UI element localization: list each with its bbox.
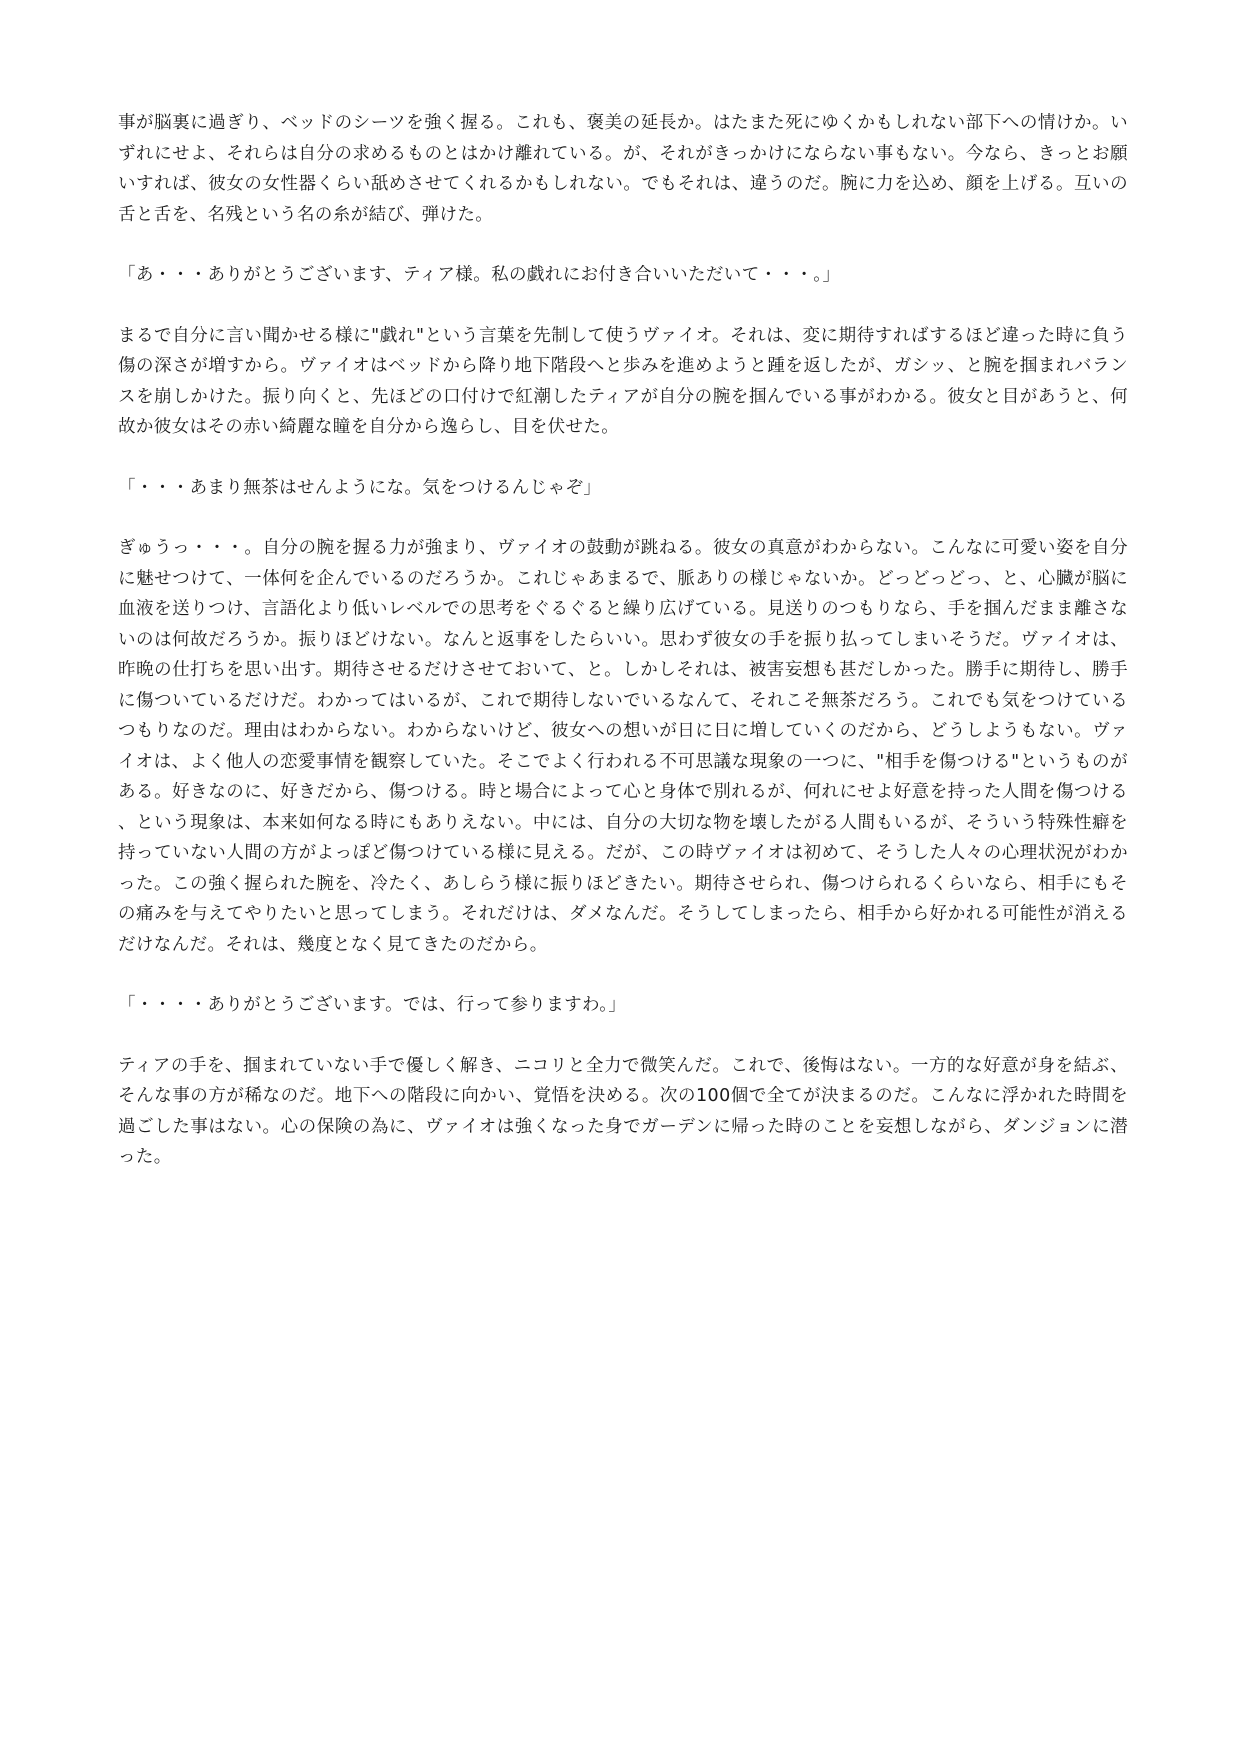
paragraph-dialog-3: 「・・・・ありがとうございます。では、行って参りますわ。」 <box>118 995 627 1015</box>
paragraph-narration-3: ぎゅうっ・・・。自分の腕を握る力が強まり、ヴァイオの鼓動が跳ねる。彼女の真意がわからない。こんなに可愛い姿を自分に魅せつけて、一体何を企んでいるのだろうか。これじゃあまるで、脈ありの様じゃないか。どっどっどっ、と、心臓が脳に血液を送りつけ、言語化より低いレベルでの思考をぐるぐると繰り広げている。見送りのつもりなら、手を掴んだまま離さないのは何故だろうか。振りほどけない。なんと返事をしたらいい。思わず彼女の手を振り払ってしまいそうだ。ヴァイオは、昨晩の仕打ちを思い出す。期待させるだけさせておいて、と。しかしそれは、被害妄想も甚だしかった。勝手に期待し、勝手に傷ついているだけだ。わかってはいるが、これで期待しないでいるなんて、それこそ無茶だろう。これでも気をつけているつもりなのだ。理由はわからない。わからないけど、彼女への想いが日に日に増していくのだから、どうしようもない。ヴァイオは、よく他人の恋愛事情を観察していた。そこでよく行われる不可思議な現象の一つに、"相手を傷つける"というものがある。好きなのに、好きだから、傷つける。時と場合によって心と身体で別れるが、何れにせよ好意を持った人間を傷つける、という現象は、本来如何なる時にもありえない。中には、自分の大切な物を壊したがる人間もいるが、そういう特殊性癖を持っていない人間の方がよっぽど傷つけている様に見える。だが、この時ヴァイオは初めて、そうした人々の心理状況がわかった。この強く握られた腕を、冷たく、あしらう様に振りほどきたい。期待させられ、傷つけられるくらいなら、相手にもその痛みを与えてやりたいと思ってしまう。それだけは、ダメなんだ。そうしてしまったら、相手から好かれる可能性が消えるだけなんだ。それは、幾度となく見てきたのだから。 <box>118 538 1128 955</box>
paragraph-narration-4: ティアの手を、掴まれていない手で優しく解き、ニコリと全力で微笑んだ。これで、後悔はない。一方的な好意が身を結ぶ、そんな事の方が稀なのだ。地下への階段に向かい、覚悟を決める。次の100個で全てが決まるのだ。こんなに浮かれた時間を過ごした事はない。心の保険の為に、ヴァイオは強くなった身でガーデンに帰った時のことを妄想しながら、ダンジョンに潜った。 <box>118 1055 1128 1167</box>
paragraph-narration-1: 事が脳裏に過ぎり、ベッドのシーツを強く握る。これも、褒美の延長か。はたまた死にゆくかもしれない部下への情けか。いずれにせよ、それらは自分の求めるものとはかけ離れている。が、それがきっかけにならない事もない。今なら、きっとお願いすれば、彼女の女性器くらい舐めさせてくれるかもしれない。でもそれは、違うのだ。腕に力を込め、顔を上げる。互いの舌と舌を、名残という名の糸が結び、弾けた。 <box>118 113 1128 225</box>
document-page <box>118 108 1128 1203</box>
paragraph-dialog-1: 「あ・・・ありがとうございます、ティア様。私の戯れにお付き合いいただいて・・・。」 <box>118 265 841 285</box>
paragraph-dialog-2: 「・・・あまり無茶はせんようにな。気をつけるんじゃぞ」 <box>118 477 602 498</box>
paragraph-narration-2: まるで自分に言い聞かせる様に"戯れ"という言葉を先制して使うヴァイオ。それは、変に期待すればするほど違った時に負う傷の深さが増すから。ヴァイオはベッドから降り地下階段へと歩みを進めようと踵を返したが、ガシッ、と腕を掴まれバランスを崩しかけた。振り向くと、先ほどの口付けで紅潮したティアが自分の腕を掴んでいる事がわかる。彼女と目があうと、何故か彼女はその赤い綺麗な瞳を自分から逸らし、目を伏せた。 <box>118 325 1128 437</box>
